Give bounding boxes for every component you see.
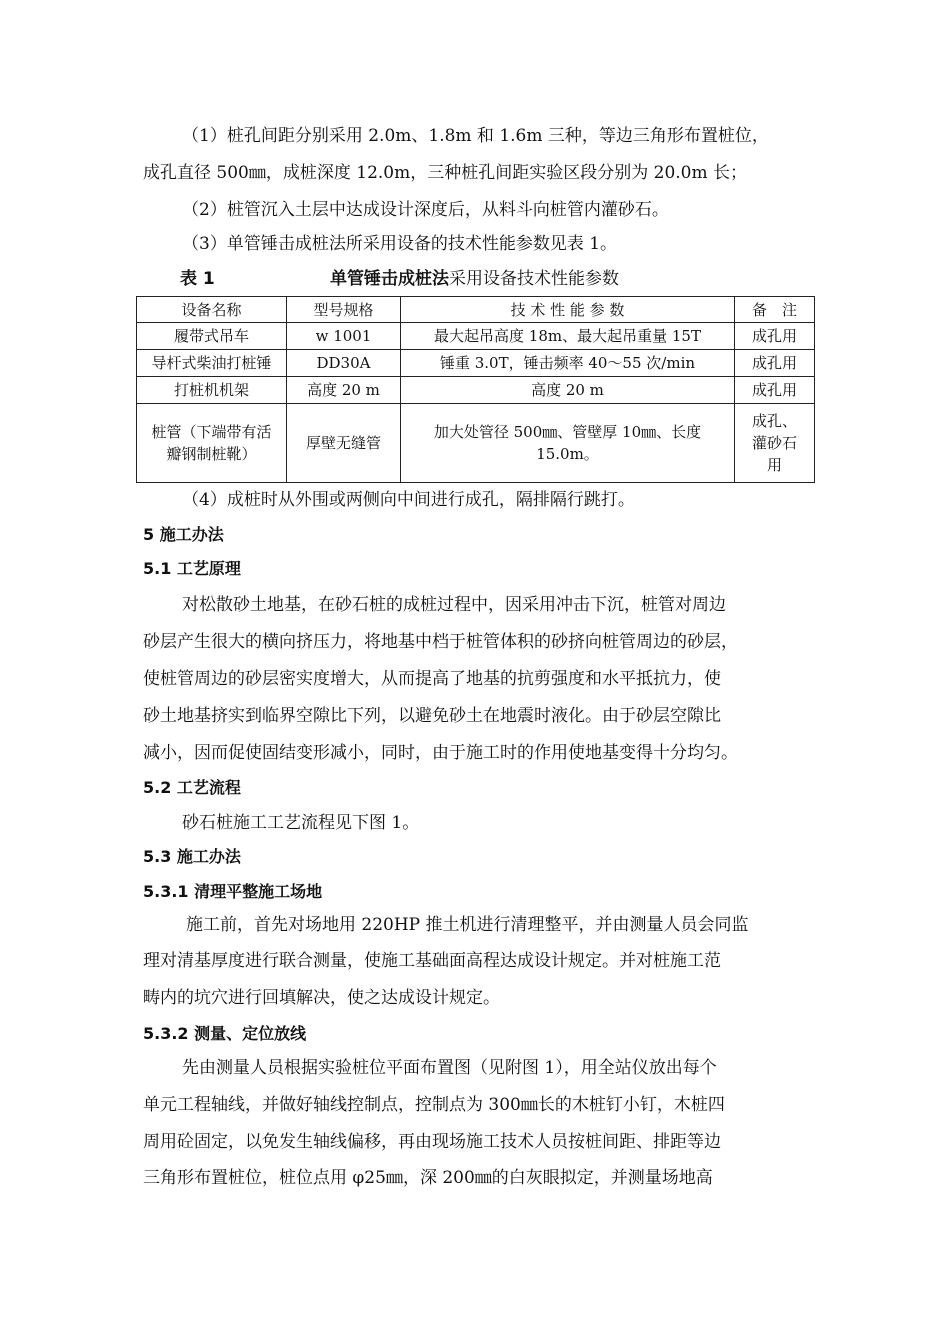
- section-heading: 5 施工办法: [143, 525, 224, 544]
- section-heading: 5.2 工艺流程: [143, 778, 241, 797]
- header-cell: 设备名称: [137, 297, 287, 323]
- cell-line: 瓣钢制桩靴）: [166, 445, 257, 463]
- table-cell: 厚壁无缝管: [287, 404, 401, 483]
- cell-line: 用: [766, 456, 782, 474]
- paragraph-line: （3）单管锤击成桩法所采用设备的技术性能参数见表 1。: [182, 234, 618, 254]
- paragraph-line: 砂土地基挤实到临界空隙比下列，以避免砂土在地震时液化。由于砂层空隙比: [143, 706, 721, 726]
- table-cell: 打桩机机架: [137, 377, 287, 404]
- paragraph-line: （2）桩管沉入土层中达成设计深度后，从料斗向桩管内灌砂石。: [182, 200, 669, 220]
- table-cell: 最大起吊高度 18m、最大起吊重量 15T: [401, 323, 735, 350]
- paragraph-line: 减小，因而促使固结变形减小，同时，由于施工时的作用使地基变得十分均匀。: [143, 743, 738, 763]
- table-caption-title: 单管锤击成桩法采用设备技术性能参数: [330, 269, 619, 289]
- equipment-spec-table: [136, 296, 815, 483]
- table-row: [137, 350, 815, 377]
- table-cell: 高度 20 m: [287, 377, 401, 404]
- table-row: [137, 377, 815, 404]
- table-caption-number: 表 1: [180, 269, 215, 289]
- table-cell: [735, 404, 815, 483]
- table-cell: 高度 20 m: [401, 377, 735, 404]
- table-cell: [401, 404, 735, 483]
- section-heading: 5.3 施工办法: [143, 847, 241, 866]
- table-header-row: [137, 297, 815, 323]
- paragraph-line: 周用砼固定，以免发生轴线偏移，再由现场施工技术人员按桩间距、排距等边: [143, 1132, 721, 1152]
- header-cell: 技 术 性 能 参 数: [401, 297, 735, 323]
- table-cell: w 1001: [287, 323, 401, 350]
- cell-line: 成孔、: [751, 412, 797, 430]
- section-heading: 5.1 工艺原理: [143, 559, 241, 578]
- table-cell: [137, 404, 287, 483]
- paragraph-line: 单元工程轴线，并做好轴线控制点，控制点为 300㎜长的木桩钉小钉，木桩四: [143, 1095, 725, 1115]
- paragraph-line: （4）成桩时从外围或两侧向中间进行成孔，隔排隔行跳打。: [182, 490, 635, 510]
- paragraph-line: 畴内的坑穴进行回填解决，使之达成设计规定。: [143, 988, 500, 1008]
- table-cell: 成孔用: [735, 350, 815, 377]
- paragraph-line: 砂层产生很大的横向挤压力，将地基中档于桩管体积的砂挤向桩管周边的砂层，: [143, 632, 738, 652]
- table-cell: 导杆式柴油打桩锤: [137, 350, 287, 377]
- cell-line: 15.0m。: [536, 445, 599, 463]
- table-row: [137, 323, 815, 350]
- table-cell: 成孔用: [735, 377, 815, 404]
- paragraph-line: 三角形布置桩位，桩位点用 φ25㎜，深 200㎜的白灰眼拟定，并测量场地高: [143, 1168, 713, 1188]
- section-heading: 5.3.1 清理平整施工场地: [143, 882, 323, 901]
- paragraph-line: 使桩管周边的砂层密实度增大，从而提高了地基的抗剪强度和水平抵抗力，使: [143, 669, 721, 689]
- paragraph-line: 理对清基厚度进行联合测量，使施工基础面高程达成设计规定。并对桩施工范: [143, 951, 721, 971]
- paragraph-line: 施工前，首先对场地用 220HP 推土机进行清理整平，并由测量人员会同监: [186, 915, 749, 935]
- table-row: [137, 404, 815, 483]
- table-cell: 锤重 3.0T，锤击频率 40～55 次/min: [401, 350, 735, 377]
- table-cell: 成孔用: [735, 323, 815, 350]
- section-heading: 5.3.2 测量、定位放线: [143, 1024, 307, 1043]
- header-cell: 型号规格: [287, 297, 401, 323]
- table-cell: 履带式吊车: [137, 323, 287, 350]
- paragraph-line: 对松散砂土地基，在砂石桩的成桩过程中，因采用冲击下沉，桩管对周边: [182, 595, 726, 615]
- cell-line: 灌砂石: [751, 434, 797, 452]
- cell-line: 桩管（下端带有活: [151, 423, 272, 441]
- paragraph-line: （1）桩孔间距分别采用 2.0m、1.8m 和 1.6m 三种，等边三角形布置桩位，: [182, 126, 769, 146]
- cell-line: 加大处管径 500㎜、管壁厚 10㎜、长度: [433, 423, 702, 441]
- paragraph-line: 砂石桩施工工艺流程见下图 1。: [182, 813, 420, 833]
- header-cell: 备 注: [735, 297, 815, 323]
- paragraph-line: 先由测量人员根据实验桩位平面布置图（见附图 1），用全站仪放出每个: [182, 1058, 717, 1078]
- table-cell: DD30A: [287, 350, 401, 377]
- paragraph-line: 成孔直径 500㎜，成桩深度 12.0m，三种桩孔间距实验区段分别为 20.0m 长；: [143, 163, 748, 183]
